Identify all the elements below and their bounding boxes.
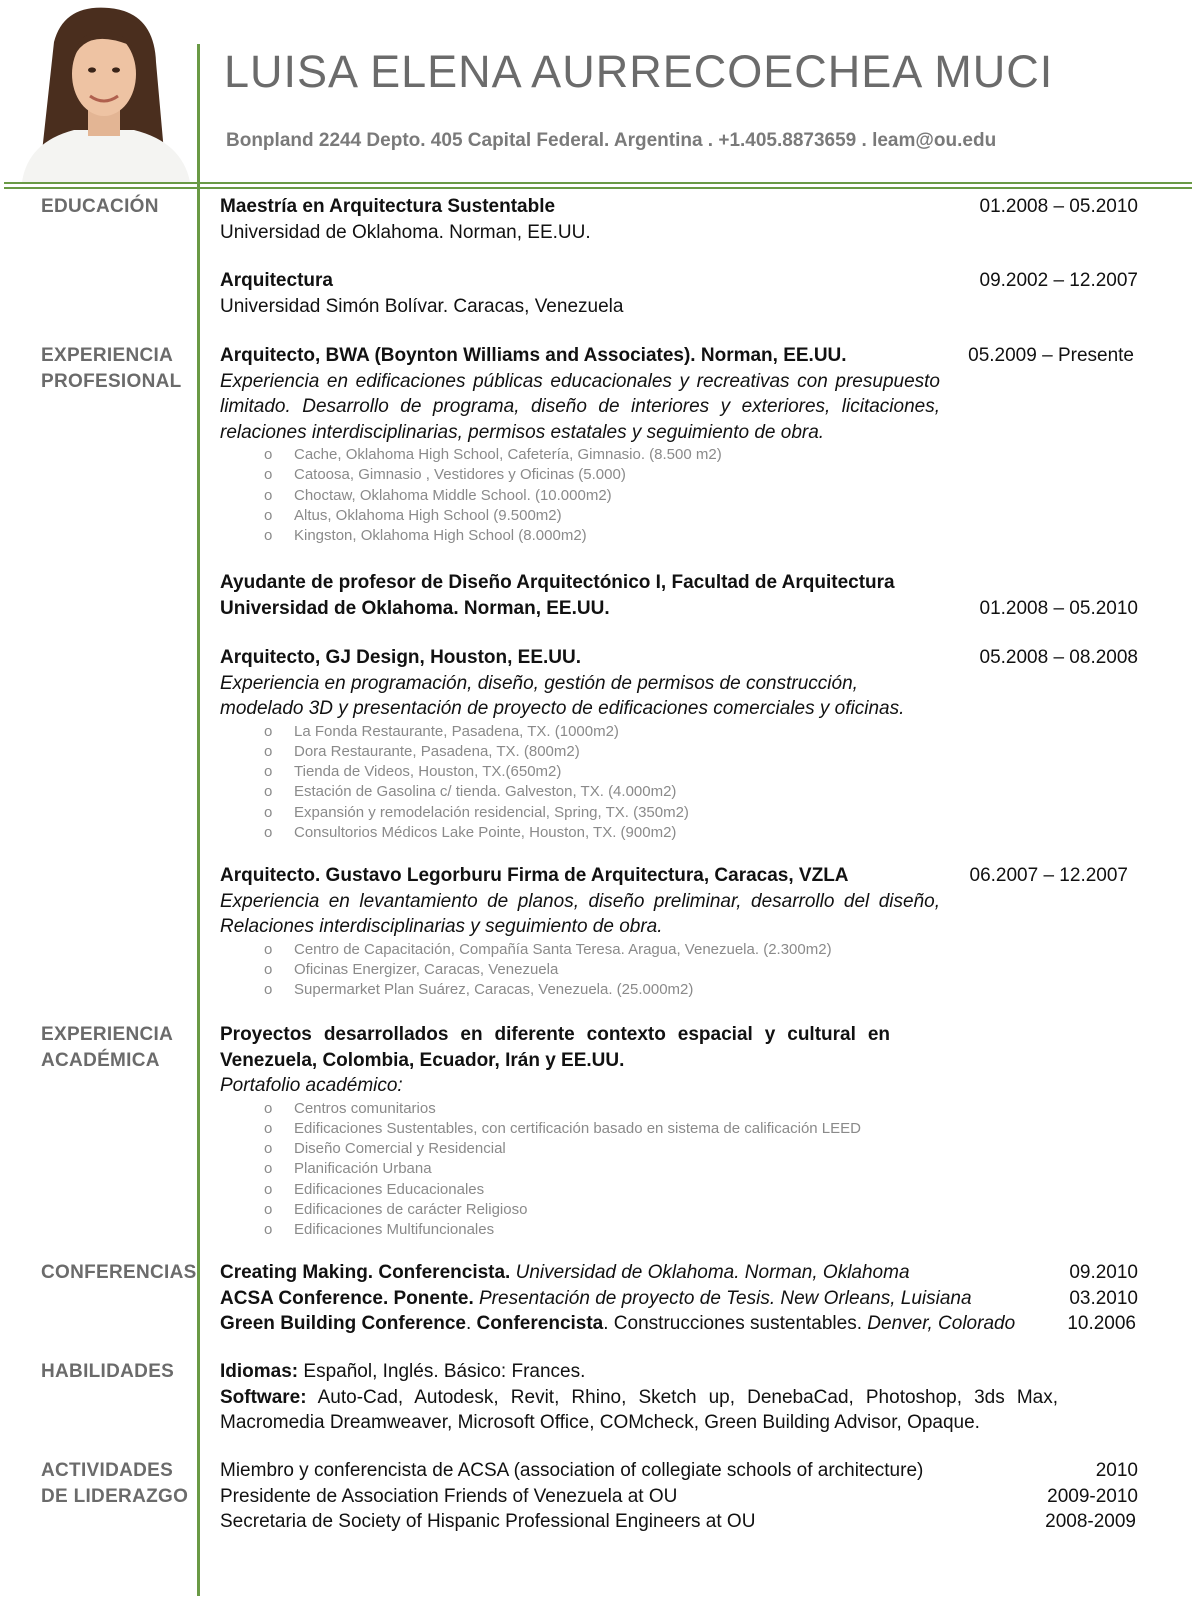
conference-item: Creating Making. Conferencista. Universidad de Oklahoma. Norman, Oklahoma 09.2010 — [220, 1260, 1162, 1286]
list-item: o Planificación Urbana — [264, 1159, 1162, 1179]
leadership-date: 2010 — [1095, 1460, 1138, 1481]
list-item: o Cache, Oklahoma High School, Cafetería, Gimnasio. (8.500 m2) — [264, 445, 1162, 465]
job-description: Experiencia en programación, diseño, gestión de permisos de construcción, modelado 3D y presentación de proyecto de edificaciones comerciales y oficinas. — [220, 672, 905, 719]
portfolio-list — [264, 1099, 1162, 1241]
list-item: o Oficinas Energizer, Caracas, Venezuela — [264, 960, 1162, 980]
list-item: o Choctaw, Oklahoma Middle School. (10.000m2) — [264, 486, 1162, 506]
degree-title: Arquitectura — [220, 270, 333, 291]
education-entry — [220, 194, 1162, 245]
job-title: Ayudante de profesor de Diseño Arquitectónico I, Facultad de Arquitectura — [220, 572, 895, 593]
portfolio-label: Portafolio académico: — [220, 1075, 403, 1096]
project-list — [264, 722, 1162, 844]
job-institution: Universidad de Oklahoma. Norman, EE.UU. — [220, 597, 610, 619]
list-item: o Kingston, Oklahoma High School (8.000m2) — [264, 526, 1162, 546]
institution: Universidad de Oklahoma. Norman, EE.UU. — [220, 221, 591, 243]
list-item: o Centros comunitarios — [264, 1099, 1162, 1119]
entry-dates: 06.2007 – 12.2007 — [969, 865, 1128, 886]
leadership-date: 2009-2010 — [1047, 1485, 1138, 1507]
entry-dates: 09.2002 – 12.2007 — [979, 270, 1138, 291]
leadership-item: Presidente de Association Friends of Venezuela at OU 2009-2010 — [220, 1484, 1162, 1510]
job-description: Experiencia en levantamiento de planos, diseño preliminar, desarrollo del diseño, Relaciones interdisciplinarias y seguimiento de obra. — [220, 890, 940, 937]
experience-entry — [220, 570, 1162, 621]
conference-date: 10.2006 — [1067, 1313, 1136, 1334]
candidate-name: LUISA ELENA AURRECOECHEA MUCI — [224, 46, 1054, 97]
section-professional-experience: EXPERIENCIA PROFESIONAL — [41, 345, 182, 392]
list-item: o La Fonda Restaurante, Pasadena, TX. (1000m2) — [264, 722, 1162, 742]
list-item: o Edificaciones de carácter Religioso — [264, 1200, 1162, 1220]
leadership-date: 2008-2009 — [1045, 1511, 1136, 1532]
conference-item: ACSA Conference. Ponente. Presentación de proyecto de Tesis. New Orleans, Luisiana 03.2010 — [220, 1286, 1162, 1312]
education-entry — [220, 268, 1162, 319]
list-item: o Centro de Capacitación, Compañía Santa Teresa. Aragua, Venezuela. (2.300m2) — [264, 940, 1162, 960]
list-item: o Consultorios Médicos Lake Pointe, Houston, TX. (900m2) — [264, 823, 1162, 843]
list-item: o Dora Restaurante, Pasadena, TX. (800m2) — [264, 742, 1162, 762]
conference-date: 09.2010 — [1069, 1262, 1138, 1283]
header-divider-top — [4, 182, 1192, 184]
academic-heading: Proyectos desarrollados en diferente contexto espacial y cultural en Venezuela, Colombia, Ecuador, Irán y EE.UU. — [220, 1024, 890, 1071]
job-title: Arquitecto, BWA (Boynton Williams and Associates). Norman, EE.UU. — [220, 345, 847, 366]
list-item: o Catoosa, Gimnasio , Vestidores y Oficinas (5.000) — [264, 465, 1162, 485]
vertical-divider — [197, 44, 200, 1596]
academic-entry — [220, 1022, 1162, 1241]
entry-dates: 01.2008 – 05.2010 — [979, 597, 1138, 619]
list-item: o Expansión y remodelación residencial, Spring, TX. (350m2) — [264, 803, 1162, 823]
section-education: EDUCACIÓN — [41, 196, 159, 217]
entry-dates: 01.2008 – 05.2010 — [979, 196, 1138, 217]
profile-photo — [14, 2, 194, 182]
entry-dates: 05.2008 – 08.2008 — [979, 647, 1138, 668]
list-item: o Diseño Comercial y Residencial — [264, 1139, 1162, 1159]
job-title: Arquitecto. Gustavo Legorburu Firma de Arquitectura, Caracas, VZLA — [220, 865, 849, 886]
entry-dates: 05.2009 – Presente — [968, 345, 1134, 366]
project-list — [264, 445, 1162, 546]
leadership-list — [220, 1458, 1162, 1535]
section-conferences: CONFERENCIAS — [41, 1262, 197, 1283]
list-item: o Edificaciones Multifuncionales — [264, 1220, 1162, 1240]
list-item: o Edificaciones Sustentables, con certificación basado en sistema de calificación LEED — [264, 1119, 1162, 1139]
degree-title: Maestría en Arquitectura Sustentable — [220, 196, 556, 217]
list-item: o Edificaciones Educacionales — [264, 1180, 1162, 1200]
section-leadership: ACTIVIDADES DE LIDERAZGO — [41, 1460, 189, 1507]
languages-line: Idiomas: Español, Inglés. Básico: Frances. — [220, 1361, 586, 1382]
list-item: o Tienda de Videos, Houston, TX.(650m2) — [264, 762, 1162, 782]
institution: Universidad Simón Bolívar. Caracas, Venezuela — [220, 295, 624, 317]
conferences-list — [220, 1260, 1162, 1337]
project-list — [264, 940, 1162, 1001]
leadership-item: Secretaria de Society of Hispanic Professional Engineers at OU 2008-2009 — [220, 1509, 1162, 1535]
experience-entry — [220, 863, 1162, 1000]
job-description: Experiencia en edificaciones públicas educacionales y recreativas con presupuesto limitado. Desarrollo de programa, diseño de interiores y exteriores, licitaciones, relaciones interdisciplinarias, permisos estatales y seguimiento de obra. — [220, 370, 940, 443]
experience-entry — [220, 645, 1162, 843]
skills-block — [220, 1359, 1162, 1436]
software-line: Software: Auto-Cad, Autodesk, Revit, Rhino, Sketch up, DenebaCad, Photoshop, 3ds Max, Macromedia Dreamweaver, Microsoft Office, COMcheck, Green Building Advisor, Opaque. — [220, 1386, 1058, 1433]
section-academic-experience: EXPERIENCIA ACADÉMICA — [41, 1024, 174, 1071]
list-item: o Supermarket Plan Suárez, Caracas, Venezuela. (25.000m2) — [264, 980, 1162, 1000]
conference-date: 03.2010 — [1069, 1287, 1138, 1309]
section-skills: HABILIDADES — [41, 1361, 175, 1382]
leadership-item: Miembro y conferencista de ACSA (association of collegiate schools of architecture) 2010 — [220, 1458, 1162, 1484]
contact-info: Bonpland 2244 Depto. 405 Capital Federal. Argentina . +1.405.8873659 . leam@ou.edu — [226, 130, 997, 151]
conference-item: Green Building Conference. Conferencista. Construcciones sustentables. Denver, Colorado 10.2006 — [220, 1311, 1162, 1337]
list-item: o Altus, Oklahoma High School (9.500m2) — [264, 506, 1162, 526]
list-item: o Estación de Gasolina c/ tienda. Galveston, TX. (4.000m2) — [264, 782, 1162, 802]
job-title: Arquitecto, GJ Design, Houston, EE.UU. — [220, 647, 582, 668]
header-divider-bottom — [4, 187, 1192, 189]
experience-entry — [220, 343, 1162, 546]
